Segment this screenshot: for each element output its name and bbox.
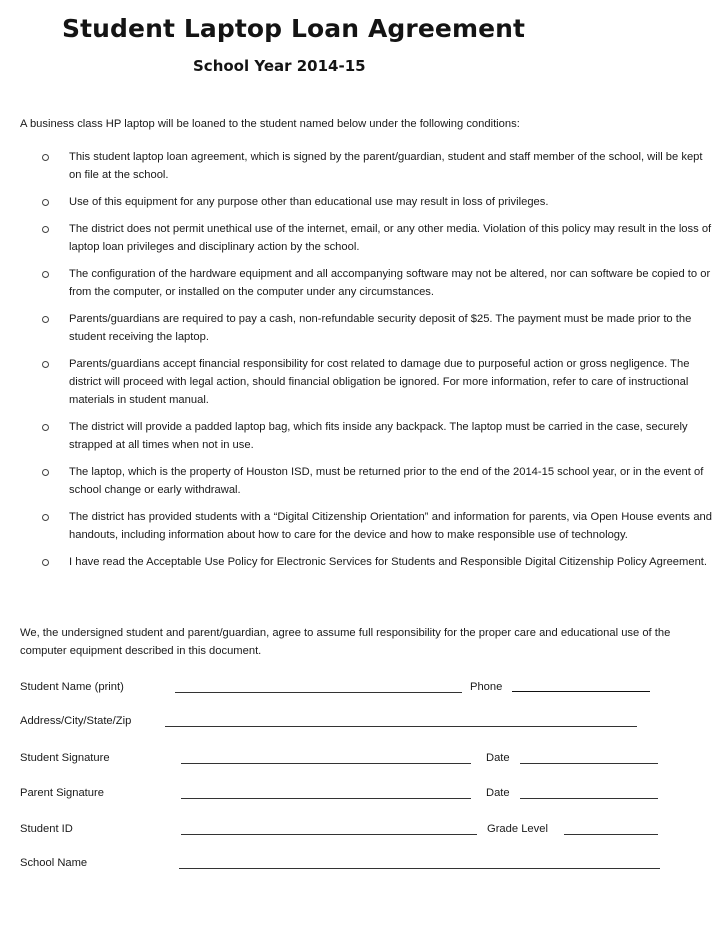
condition-text: Use of this equipment for any purpose other than educational use may result in loss of privileges.: [69, 196, 549, 208]
bullet-icon: [42, 514, 49, 521]
condition-text: The district does not permit unethical use of the internet, email, or any other media. Violation of this policy may result in the loss of laptop loan privileges and disciplinary action by the school.: [69, 223, 712, 253]
condition-text: The district will provide a padded laptop bag, which fits inside any backpack. The laptop must be carried in the case, securely strapped at all times when not in use.: [69, 421, 688, 451]
list-item: [0, 265, 720, 301]
list-item: [0, 418, 720, 454]
parent-signature-date-field[interactable]: [520, 798, 658, 799]
phone-field[interactable]: [512, 691, 650, 692]
intro-text: A business class HP laptop will be loaned to the student named below under the following conditions:: [20, 118, 520, 130]
bullet-icon: [42, 154, 49, 161]
grade-level-label: Grade Level: [487, 823, 548, 835]
condition-text: This student laptop loan agreement, which is signed by the parent/guardian, student and staff member of the school, will be kept on file at the school.: [69, 151, 703, 181]
parent-signature-label: Parent Signature: [20, 787, 104, 799]
date-label-1: Date: [486, 752, 510, 764]
student-id-field[interactable]: [181, 834, 477, 835]
student-name-label: Student Name (print): [20, 681, 124, 693]
document-title: Student Laptop Loan Agreement: [62, 14, 526, 43]
address-field[interactable]: [165, 726, 637, 727]
list-item: [0, 553, 720, 571]
list-item: [0, 355, 720, 409]
list-item: [0, 148, 720, 184]
list-item: [0, 220, 720, 256]
bullet-icon: [42, 559, 49, 566]
closing-text: We, the undersigned student and parent/guardian, agree to assume full responsibility for the proper care and educational use of the computer equipment described in this document.: [20, 627, 671, 657]
student-signature-date-field[interactable]: [520, 763, 658, 764]
grade-level-field[interactable]: [564, 834, 658, 835]
date-label-2: Date: [486, 787, 510, 799]
bullet-icon: [42, 469, 49, 476]
condition-text: I have read the Acceptable Use Policy for Electronic Services for Students and Responsible Digital Citizenship Policy Agreement.: [69, 556, 708, 568]
condition-text: The configuration of the hardware equipment and all accompanying software may not be altered, nor can software be copied to or from the computer, or installed on the computer under any circumstances.: [69, 268, 711, 298]
school-name-field[interactable]: [179, 868, 660, 869]
student-name-field[interactable]: [175, 692, 462, 693]
conditions-list: [0, 148, 720, 580]
address-label: Address/City/State/Zip: [20, 715, 132, 727]
condition-text: Parents/guardians accept financial responsibility for cost related to damage due to purposeful action or gross negligence. The district will proceed with legal action, should financial obligation be ignored. For more information, refer to care of instructional materials in student manual.: [69, 358, 690, 406]
bullet-icon: [42, 424, 49, 431]
list-item: [0, 193, 720, 211]
school-name-label: School Name: [20, 857, 88, 869]
condition-text: The laptop, which is the property of Houston ISD, must be returned prior to the end of the 2014-15 school year, or in the event of school change or early withdrawal.: [69, 466, 704, 496]
document-subtitle: School Year 2014-15: [193, 57, 366, 75]
bullet-icon: [42, 199, 49, 206]
student-signature-label: Student Signature: [20, 752, 110, 764]
bullet-icon: [42, 316, 49, 323]
condition-text: The district has provided students with a “Digital Citizenship Orientation” and information for parents, via Open House events and handouts, including information about how to care for the device and how to make responsible use of technology.: [69, 511, 712, 541]
bullet-icon: [42, 361, 49, 368]
list-item: [0, 310, 720, 346]
phone-label: Phone: [470, 681, 503, 693]
list-item: [0, 508, 720, 544]
student-signature-field[interactable]: [181, 763, 471, 764]
condition-text: Parents/guardians are required to pay a cash, non-refundable security deposit of $25. The payment must be made prior to the student receiving the laptop.: [69, 313, 692, 343]
parent-signature-field[interactable]: [181, 798, 471, 799]
student-id-label: Student ID: [20, 823, 73, 835]
bullet-icon: [42, 271, 49, 278]
bullet-icon: [42, 226, 49, 233]
list-item: [0, 463, 720, 499]
